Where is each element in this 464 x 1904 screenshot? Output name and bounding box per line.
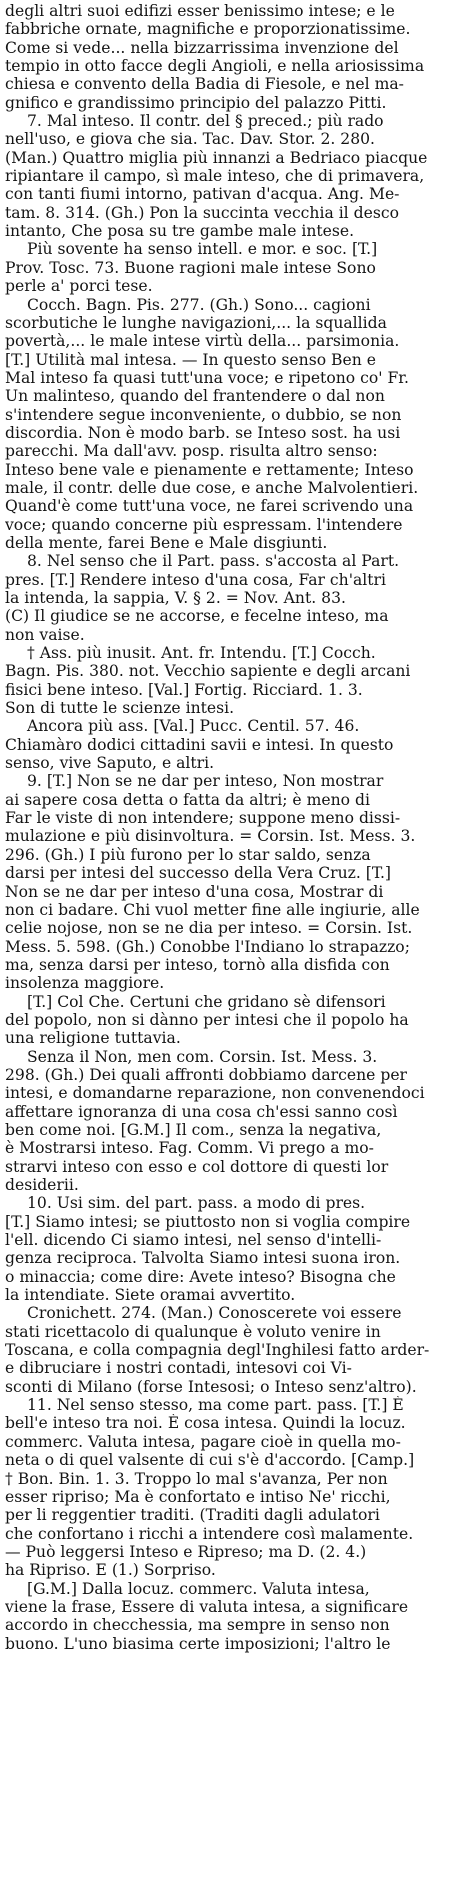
text-line: Quand'è come tutt'una voce, ne farei scrivendo una <box>5 497 414 516</box>
text-line: con tanti fiumi intorno, pativan d'acqua. Ang. Me- <box>5 185 400 204</box>
section-heading-8: 8. Nel senso che il Part. pass. s'accosta al Part. <box>27 552 400 571</box>
text-line: Inteso bene vale e pienamente e rettamente; Inteso <box>5 460 414 479</box>
text-line: ripiantare il campo, sì male inteso, che di primavera, <box>5 167 425 186</box>
text-line: per li reggentier traditi. (Traditi dagli adulatori <box>5 1506 380 1525</box>
text-line: male, il contr. delle due cose, e anche Malvolentieri. <box>5 478 419 497</box>
text-line: [T.] Col Che. Certuni che gridano sè difensori <box>27 992 386 1011</box>
text-line: esser ripriso; Ma è confortato e intiso Ne' ricchi, <box>5 1487 391 1506</box>
text-line: (Man.) Quattro miglia più innanzi a Bedriaco piacque <box>5 148 428 167</box>
text-line: nell'uso, e giova che sia. Tac. Dav. Stor. 2. 280. <box>5 130 375 149</box>
section-heading-10: 10. Usi sim. del part. pass. a modo di pres. <box>27 1194 366 1213</box>
text-line: una religione tuttavia. <box>5 1029 181 1048</box>
text-line: del popolo, non si dànno per intesi che il popolo ha <box>5 1010 409 1029</box>
section-heading-7: 7. Mal inteso. Il contr. del § preced.; più rado <box>27 112 384 131</box>
text-line: e dibruciare i nostri contadi, intesovi coi Vi- <box>5 1359 352 1378</box>
text-line: voce; quando concerne più espressam. l'intendere <box>5 515 403 534</box>
text-line: ma, senza darsi per inteso, tornò alla disfida con <box>5 955 390 974</box>
text-line: — Può leggersi Inteso e Ripreso; ma D. (2. 4.) <box>5 1542 367 1561</box>
text-line: † Bon. Bin. 1. 3. Troppo lo mal s'avanza, Per non <box>5 1469 388 1488</box>
section-heading-9: 9. [T.] Non se ne dar per inteso, Non mostrar <box>27 772 384 791</box>
text-line: Come si vede... nella bizzarrissima invenzione del <box>5 38 399 57</box>
text-line: 298. (Gh.) Dei quali affronti dobbiamo darcene per <box>5 1065 407 1084</box>
text-line: intesi, e domandarne reparazione, non convenendoci <box>5 1084 425 1103</box>
text-line: Son di tutte le scienze intesi. <box>5 699 235 718</box>
text-line: Cronichett. 274. (Man.) Conoscerete voi essere <box>27 1304 402 1323</box>
text-line: Senza il Non, men com. Corsin. Ist. Mess. 3. <box>27 1047 378 1066</box>
text-line: è Mostrarsi inteso. Fag. Comm. Vi prego a mo- <box>5 1139 374 1158</box>
text-line: non ci badare. Chi vuol metter fine alle ingiurie, alle <box>5 900 420 919</box>
text-line: darsi per intesi del successo della Vera Cruz. [T.] <box>5 864 392 883</box>
text-line: † Ass. più inusit. Ant. fr. Intendu. [T.] Cocch. <box>27 644 376 663</box>
text-line: tempio in otto facce degli Angioli, e nella ariosissima <box>5 57 425 76</box>
section-heading-11: 11. Nel senso stesso, ma come part. pass. [T.] È <box>27 1396 404 1415</box>
text-line: viene la frase, Essere di valuta intesa, a significare <box>5 1597 409 1616</box>
text-line: intanto, Che posa su tre gambe male intese. <box>5 222 355 241</box>
text-line: la intendiate. Siete oramai avvertito. <box>5 1286 296 1305</box>
text-line: della mente, farei Bene e Male disgiunti. <box>5 533 328 552</box>
text-line: Non se ne dar per inteso d'una cosa, Mostrar di <box>5 882 384 901</box>
text-line: povertà,... le male intese virtù della... parsimonia. <box>5 332 400 351</box>
text-line: parecchi. Ma dall'avv. posp. risulta altro senso: <box>5 442 378 461</box>
text-line: 296. (Gh.) I più furono per lo star saldo, senza <box>5 845 371 864</box>
text-line: sconti di Milano (forse Intesosi; o Inteso senz'altro). <box>5 1377 417 1396</box>
text-line: ha Ripriso. E (1.) Sorpriso. <box>5 1561 216 1580</box>
text-line: Toscana, e colla compagnia degl'Inghilesi fatto arder- <box>5 1341 430 1360</box>
text-line: Mess. 5. 598. (Gh.) Conobbe l'Indiano lo strapazzo; <box>5 937 410 956</box>
text-line: discordia. Non è modo barb. se Inteso sost. ha usi <box>5 423 401 442</box>
text-line: scorbutiche le lunghe navigazioni,... la squallida <box>5 313 387 332</box>
text-line: Cocch. Bagn. Pis. 277. (Gh.) Sono... cagioni <box>27 295 371 314</box>
text-line: ben come noi. [G.M.] Il com., senza la negativa, <box>5 1120 382 1139</box>
text-line: genza reciproca. Talvolta Siamo intesi suona iron. <box>5 1249 401 1268</box>
text-line: strarvi inteso con esso e col dottore di questi lor <box>5 1157 389 1176</box>
text-line: accordo in checchessia, ma sempre in senso non <box>5 1616 390 1635</box>
text-line: o minaccia; come dire: Avete inteso? Bisogna che <box>5 1267 396 1286</box>
text-line: degli altri suoi edifizi esser benissimo intese; e le <box>5 2 395 20</box>
text-line: la intenda, la sappia, V. § 2. = Nov. Ant. 83. <box>5 589 346 607</box>
text-line: gnifico e grandissimo principio del palazzo Pitti. <box>5 93 387 112</box>
text-line: [G.M.] Dalla locuz. commerc. Valuta intesa, <box>27 1579 370 1598</box>
text-line: Far le viste di non intendere; suppone meno dissi- <box>5 809 401 828</box>
text-line: Più sovente ha senso intell. e mor. e soc. [T.] <box>27 240 378 259</box>
text-line: ai sapere cosa detta o fatta da altri; è meno di <box>5 790 370 809</box>
text-line: Ancora più ass. [Val.] Pucc. Centil. 57. 46. <box>27 717 360 736</box>
text-line: perle a' porci tese. <box>5 277 153 296</box>
text-line: fabbriche ornate, magnifiche e proporzionatissime. <box>5 20 411 39</box>
text-line: desiderii. <box>5 1176 79 1194</box>
text-line: buono. L'uno biasima certe imposizioni; l'altro le <box>5 1634 391 1653</box>
text-line: l'ell. dicendo Ci siamo intesi, nel senso d'intelli- <box>5 1231 382 1250</box>
text-line: [T.] Siamo intesi; se piuttosto non si voglia compire <box>5 1212 411 1231</box>
text-line: senso, vive Saputo, e altri. <box>5 754 215 773</box>
text-line: Chiamàro dodici cittadini savii e intesi. In questo <box>5 735 394 754</box>
text-line: bell'e inteso tra noi. È cosa intesa. Quindi la locuz. <box>5 1414 406 1433</box>
text-line: affettare ignoranza di una cosa ch'essi sanno così <box>5 1102 398 1121</box>
text-line: Un malinteso, quando del frantendere o dal non <box>5 387 385 406</box>
text-line: insolenza maggiore. <box>5 974 165 993</box>
text-line: tam. 8. 314. (Gh.) Pon la succinta vecchia il desco <box>5 203 399 222</box>
text-line: celie nojose, non se ne dia per inteso. = Corsin. Ist. <box>5 919 413 938</box>
text-line: Bagn. Pis. 380. not. Vecchio sapiente e degli arcani <box>5 662 411 681</box>
text-line: chiesa e convento della Badia di Fiesole, e nel ma- <box>5 75 404 94</box>
text-line: neta o di quel valsente di cui s'è d'accordo. [Camp.] <box>5 1451 415 1470</box>
text-line: fisici bene inteso. [Val.] Fortig. Ricciard. 1. 3. <box>5 680 363 699</box>
text-line: non vaise. <box>5 625 85 644</box>
text-line: commerc. Valuta intesa, pagare cioè in quella mo- <box>5 1432 401 1451</box>
text-line: che confortano i ricchi a intendere così malamente. <box>5 1524 414 1543</box>
text-line: mulazione e più disinvoltura. = Corsin. Ist. Mess. 3. <box>5 827 416 846</box>
text-line: Prov. Tosc. 73. Buone ragioni male intese Sono <box>5 258 376 277</box>
text-line: (C) Il giudice se ne accorse, e fecelne inteso, ma <box>5 607 389 626</box>
text-line: s'intendere segue inconveniente, o dubbio, se non <box>5 405 402 424</box>
text-line: Mal inteso fa quasi tutt'una voce; e ripetono co' Fr. <box>5 368 409 387</box>
text-line: [T.] Utilità mal intesa. — In questo senso Ben e <box>5 350 376 369</box>
text-line: stati ricettacolo di qualunque è voluto venire in <box>5 1322 381 1341</box>
text-line: pres. [T.] Rendere inteso d'una cosa, Far ch'altri <box>5 570 386 589</box>
